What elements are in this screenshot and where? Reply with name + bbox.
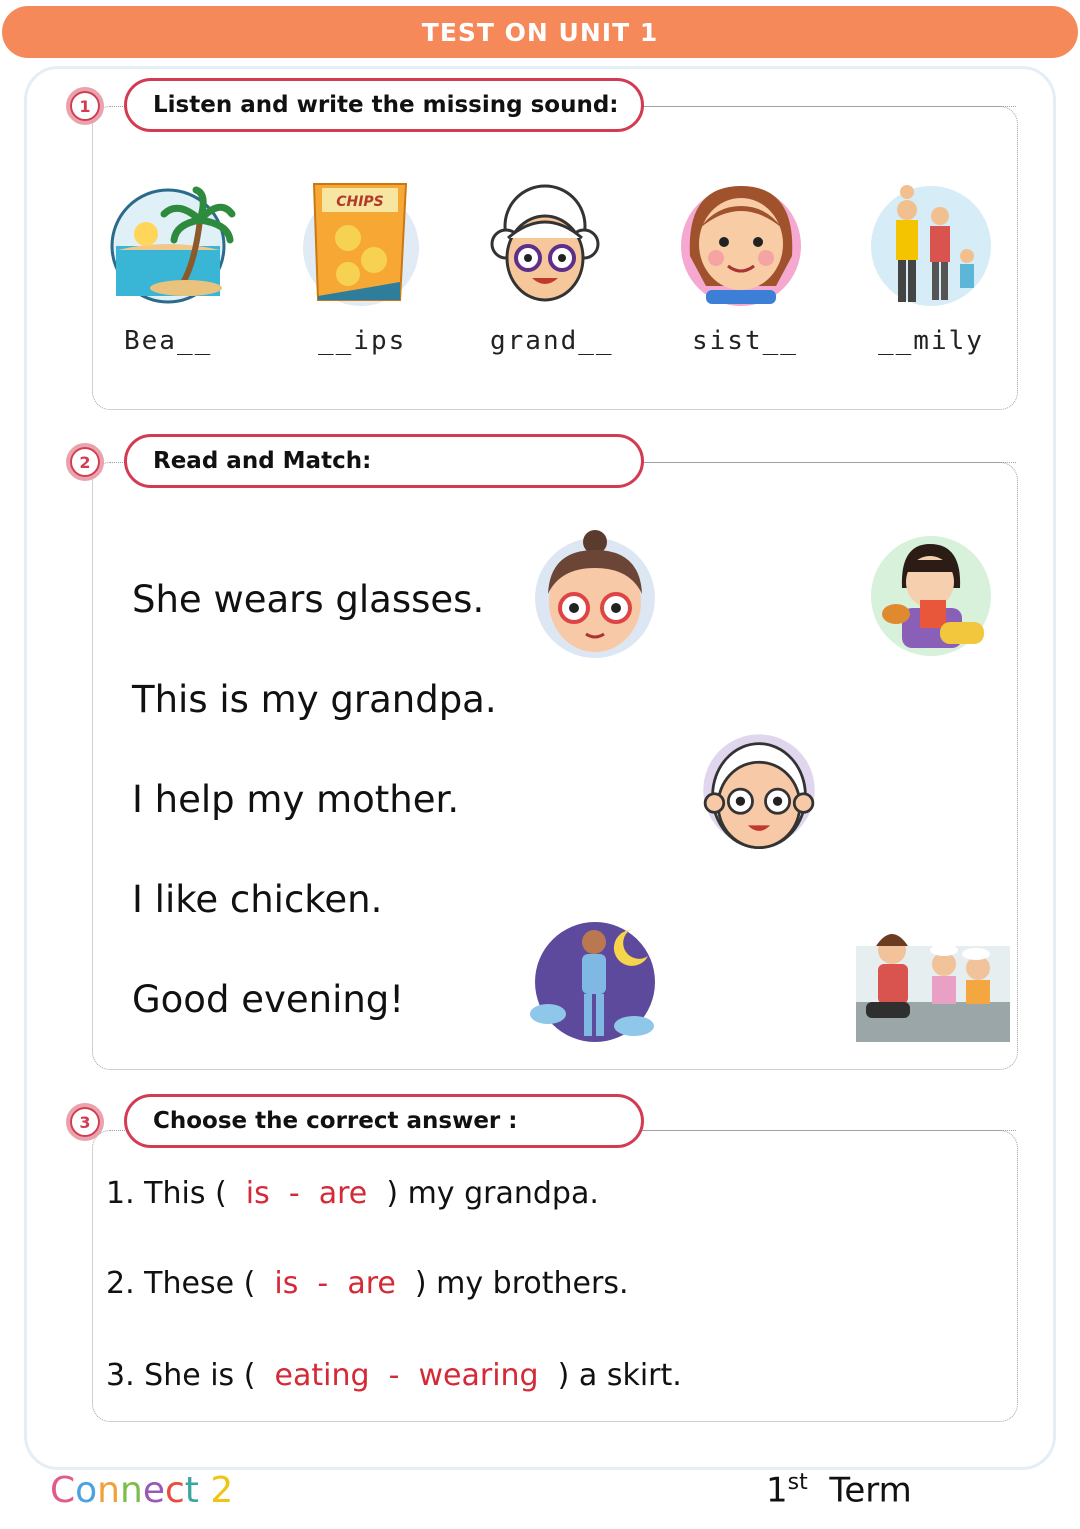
section-1-number-text: 1 [70, 91, 100, 121]
term-number: 1 [766, 1470, 788, 1511]
question-3 [106, 1358, 682, 1393]
book-name-letter: 2 [210, 1470, 234, 1511]
match-sentence: I like chicken. [132, 878, 383, 921]
question-text: 1. This ( [106, 1176, 227, 1211]
section-3-title-text: Choose the correct answer : [153, 1108, 518, 1134]
book-name-letter [199, 1470, 210, 1511]
svg-text:CHIPS: CHIPS [336, 194, 384, 210]
option-separator: - [388, 1358, 400, 1393]
test-title-bar [2, 6, 1078, 58]
word-beach: Bea__ [124, 326, 213, 356]
section-1-title-text: Listen and write the missing sound: [153, 92, 619, 118]
grandmother-face-icon [480, 178, 610, 308]
option-separator: - [317, 1266, 329, 1301]
boy-night-moon-icon [530, 916, 660, 1046]
question-text: ) my grandpa. [386, 1176, 599, 1211]
section-2-title [124, 434, 644, 488]
book-name-letter: n [120, 1470, 143, 1511]
term-word: Term [829, 1470, 912, 1511]
section-3-number [66, 1103, 104, 1141]
question-text: 2. These ( [106, 1266, 256, 1301]
answer-option[interactable]: eating [274, 1358, 370, 1393]
word-chips: __ips [318, 326, 407, 356]
mother-cooking-with-kids-icon [856, 916, 1010, 1046]
section-2-number [66, 443, 104, 481]
section-2-line [640, 462, 1016, 463]
question-text: ) a skirt. [557, 1358, 682, 1393]
question-2 [106, 1266, 628, 1301]
section-3-line [640, 1130, 1016, 1131]
match-sentence: This is my grandpa. [132, 678, 497, 721]
section-1-line [640, 106, 1016, 107]
word-sister: sist__ [692, 326, 798, 356]
answer-option[interactable]: are [347, 1266, 396, 1301]
girl-face-icon [676, 176, 806, 306]
book-name-letter: e [142, 1470, 165, 1511]
section-3-title [124, 1094, 644, 1148]
book-name-letter: t [184, 1470, 199, 1511]
girl-eating-chicken-icon [866, 530, 996, 660]
answer-option[interactable]: are [318, 1176, 368, 1211]
section-2-title-text: Read and Match: [153, 448, 372, 474]
option-separator: - [288, 1176, 300, 1211]
match-sentence: Good evening! [132, 978, 405, 1021]
family-icon [866, 180, 996, 310]
section-2-number-text: 2 [70, 447, 100, 477]
match-sentence: I help my mother. [132, 778, 460, 821]
book-name-letter: o [75, 1470, 98, 1511]
section-1-title [124, 78, 644, 132]
grandfather-face-icon [694, 726, 824, 856]
question-text: ) my brothers. [414, 1266, 629, 1301]
question-text: 3. She is ( [106, 1358, 256, 1393]
book-name-letter: n [97, 1470, 120, 1511]
answer-option[interactable]: is [245, 1176, 270, 1211]
word-family: __mily [878, 326, 984, 356]
grandmother-glasses-icon [530, 528, 660, 658]
book-name-letter: c [164, 1470, 185, 1511]
question-1 [106, 1176, 599, 1211]
beach-island-icon [108, 180, 238, 310]
test-title: TEST ON UNIT 1 [421, 17, 659, 47]
term-label [766, 1470, 912, 1510]
section-3-number-text: 3 [70, 1107, 100, 1137]
answer-option[interactable]: wearing [418, 1358, 539, 1393]
answer-option[interactable]: is [274, 1266, 299, 1301]
word-grand: grand__ [490, 326, 614, 356]
term-superscript: st [787, 1470, 808, 1495]
chips-bag-icon [296, 178, 426, 308]
book-name-letter: C [50, 1470, 76, 1511]
match-sentence: She wears glasses. [132, 578, 485, 621]
book-name [50, 1470, 233, 1511]
section-1-number [66, 87, 104, 125]
